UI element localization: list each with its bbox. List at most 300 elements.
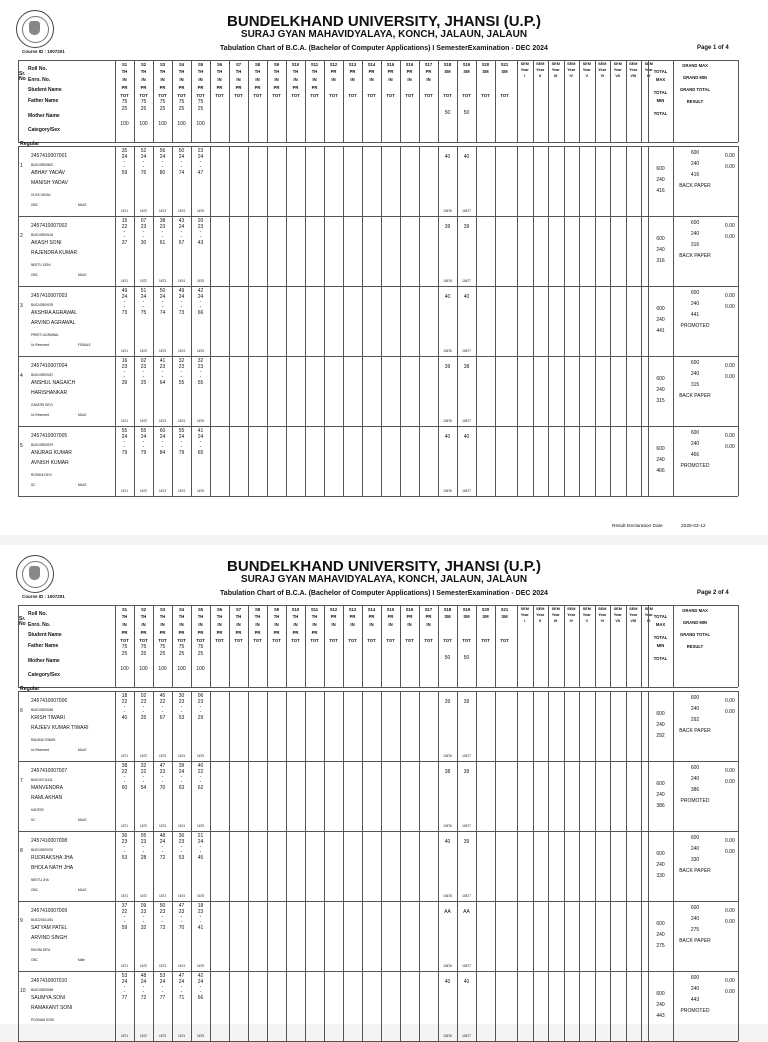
subject-header-cell: IN xyxy=(198,622,203,627)
subject-header-cell: S21 xyxy=(500,62,509,67)
dash: - xyxy=(123,779,126,785)
sm-code: 10677 xyxy=(462,1034,471,1038)
cell-rule xyxy=(210,356,211,426)
sm-marks: 40 xyxy=(444,154,451,160)
roll-no-label: Roll No. xyxy=(28,66,47,72)
grand-min: 240 xyxy=(690,916,700,922)
cell-rule xyxy=(267,216,268,286)
cell-rule xyxy=(579,146,580,216)
cell-rule xyxy=(248,146,249,216)
sem-year: Year xyxy=(613,68,622,72)
enrollment-number: BU0243909602 xyxy=(31,163,54,167)
subject-header-cell: S12 xyxy=(329,62,338,67)
total-max: 600 xyxy=(656,236,665,242)
dash: - xyxy=(199,984,202,990)
subject-code: 1673 xyxy=(158,754,167,758)
subject-header-cell: S1 xyxy=(121,607,128,612)
subject-header-cell: PR xyxy=(368,69,375,74)
subject-header-cell: IN xyxy=(407,622,412,627)
percentage-2: 0.00 xyxy=(725,709,735,715)
dash: - xyxy=(199,444,202,450)
internal-marks: 24 xyxy=(121,434,128,440)
mother-name: NEETU SONI xyxy=(31,263,51,267)
cell-rule xyxy=(286,286,287,356)
cell-rule xyxy=(305,971,306,1041)
row-top-rule xyxy=(18,286,738,287)
subject-header-cell: TOT xyxy=(139,93,148,98)
cell-rule xyxy=(305,831,306,901)
subject-header-cell: TOT xyxy=(348,638,357,643)
cell-rule xyxy=(610,286,611,356)
student-name: ABHAY YADAV xyxy=(31,170,65,176)
sem-num: V xyxy=(585,74,589,78)
dash: - xyxy=(161,159,164,165)
cell-rule xyxy=(324,286,325,356)
subject-header-cell: IN xyxy=(369,622,374,627)
cell-rule xyxy=(286,831,287,901)
dash: - xyxy=(123,709,126,715)
subject-header-cell: TOT xyxy=(215,638,224,643)
subject-header-cell: TH xyxy=(216,614,223,619)
grand-max: 600 xyxy=(690,290,700,296)
cell-rule xyxy=(673,831,674,901)
sm-code: 10676 xyxy=(443,419,452,423)
grand-total: 330 xyxy=(690,857,700,863)
subject-max: 75 xyxy=(178,99,185,105)
dash: - xyxy=(199,704,202,710)
sem-num: VII xyxy=(615,74,621,78)
cell-rule xyxy=(533,831,534,901)
cell-rule xyxy=(610,691,611,761)
subject-code: 1673 xyxy=(158,419,167,423)
sem-year: Year xyxy=(598,613,607,617)
cell-rule xyxy=(533,691,534,761)
sm-marks: AA xyxy=(463,909,470,915)
percentage-1: 0.00 xyxy=(725,978,735,984)
cell-rule xyxy=(564,831,565,901)
sex: Male xyxy=(78,958,85,962)
dash: - xyxy=(180,709,183,715)
result-status: BACK PAPER xyxy=(679,728,711,734)
theory-marks: 47 xyxy=(178,903,185,909)
sem-num: III xyxy=(554,619,558,623)
cell-rule xyxy=(495,691,496,761)
subject-header-cell: TOT xyxy=(215,93,224,98)
internal-marks: 24 xyxy=(140,154,147,160)
subject-total: 59 xyxy=(121,170,128,176)
cell-rule xyxy=(419,216,420,286)
theory-marks: 49 xyxy=(121,288,128,294)
subject-header-cell: S16 xyxy=(405,607,414,612)
subject-header-cell: TH xyxy=(197,614,204,619)
grand-min: 240 xyxy=(690,371,700,377)
cell-rule xyxy=(229,286,230,356)
percentage-2: 0.00 xyxy=(725,919,735,925)
cell-rule xyxy=(495,426,496,496)
cell-rule xyxy=(400,761,401,831)
subject-code: 1671 xyxy=(120,964,129,968)
internal-marks: 22 xyxy=(121,224,128,230)
theory-marks: 18 xyxy=(121,693,128,699)
cell-rule xyxy=(229,761,230,831)
subject-code: 1671 xyxy=(120,894,129,898)
cell-rule xyxy=(324,831,325,901)
cell-rule xyxy=(381,426,382,496)
subject-code: 1674 xyxy=(177,349,186,353)
sm-code: 10677 xyxy=(462,894,471,898)
subject-header-cell: TOT xyxy=(367,93,376,98)
subject-total: 71 xyxy=(178,995,185,1001)
student-name: AKASH SONI xyxy=(31,240,62,246)
theory-marks: 30 xyxy=(178,833,185,839)
internal-marks: 24 xyxy=(178,294,185,300)
total-min: 240 xyxy=(656,1002,665,1008)
cell-rule xyxy=(595,761,596,831)
subject-min: 25 xyxy=(140,106,147,112)
subject-header-cell: PR xyxy=(292,630,299,635)
total-min: 240 xyxy=(656,932,665,938)
dash: - xyxy=(142,444,145,450)
sem-year: Year xyxy=(551,68,560,72)
subject-code: 1675 xyxy=(196,964,205,968)
theory-marks: 05 xyxy=(140,833,147,839)
total-header: MAX xyxy=(655,622,666,627)
dash: - xyxy=(199,299,202,305)
dash: - xyxy=(142,234,145,240)
internal-marks: 24 xyxy=(178,979,185,985)
row-top-rule xyxy=(18,761,738,762)
internal-marks: 24 xyxy=(159,839,166,845)
sem-num: VI xyxy=(600,619,605,623)
category: OBC xyxy=(31,273,38,277)
cell-rule xyxy=(476,426,477,496)
subject-total: 67 xyxy=(178,240,185,246)
subject-header-cell: S13 xyxy=(348,62,357,67)
dash: - xyxy=(142,989,145,995)
subject-header-cell: PR xyxy=(121,85,128,90)
row-left-rule xyxy=(18,971,19,1041)
subject-code: 1673 xyxy=(158,894,167,898)
roll-no-label: Roll No. xyxy=(28,611,47,617)
subject-header-cell: TOT xyxy=(329,93,338,98)
theory-marks: 23 xyxy=(197,148,204,154)
student-serial: 5 xyxy=(20,443,23,449)
subject-header-cell: IN xyxy=(426,622,431,627)
cell-rule xyxy=(381,216,382,286)
subject-total: 79 xyxy=(121,450,128,456)
total-obtained: 466 xyxy=(656,468,665,474)
percentage-1: 0.00 xyxy=(725,698,735,704)
theory-marks: 50 xyxy=(159,288,166,294)
cell-rule xyxy=(564,901,565,971)
internal-marks: 23 xyxy=(140,909,147,915)
subject-full: 100 xyxy=(139,121,148,127)
subject-total: 32 xyxy=(140,925,147,931)
subject-header-cell: TOT xyxy=(139,638,148,643)
internal-marks: 23 xyxy=(178,839,185,845)
subject-total: 53 xyxy=(178,855,185,861)
cell-rule xyxy=(595,146,596,216)
internal-marks: 23 xyxy=(121,364,128,370)
total-min: 240 xyxy=(656,247,665,253)
university-title: BUNDELKHAND UNIVERSITY, JHANSI (U.P.) xyxy=(227,558,541,575)
grand-total: 443 xyxy=(690,997,700,1003)
cell-rule xyxy=(495,356,496,426)
student-name: RUDRAKSHA JHA xyxy=(31,855,73,861)
cell-rule xyxy=(419,356,420,426)
subject-header-cell: TOT xyxy=(196,638,205,643)
cell-rule xyxy=(419,286,420,356)
cell-rule xyxy=(517,286,518,356)
cell-rule xyxy=(533,971,534,1041)
cell-rule xyxy=(476,691,477,761)
subject-code: 1675 xyxy=(196,894,205,898)
total-header: TOTAL xyxy=(653,635,668,640)
subject-code: 1672 xyxy=(139,964,148,968)
percentage-2: 0.00 xyxy=(725,234,735,240)
total-min: 240 xyxy=(656,387,665,393)
sem-year: Year xyxy=(551,613,560,617)
subject-header-cell: IN xyxy=(255,622,260,627)
cell-rule xyxy=(400,691,401,761)
subject-header-cell: IN xyxy=(236,77,241,82)
sem-header: SEM xyxy=(598,607,607,611)
subject-code: 1673 xyxy=(158,349,167,353)
sem-year: Year xyxy=(613,613,622,617)
grand-max: 600 xyxy=(690,430,700,436)
mother-name: PREETI AGRAWAL xyxy=(31,333,59,337)
dash: - xyxy=(180,989,183,995)
subject-header-cell: TOT xyxy=(405,93,414,98)
percentage-1: 0.00 xyxy=(725,908,735,914)
grand-header: GRAND MIN xyxy=(682,75,708,80)
roll-number: 2457410007006 xyxy=(31,698,68,704)
cell-rule xyxy=(564,286,565,356)
internal-marks: 24 xyxy=(197,839,204,845)
subject-header-cell: PR xyxy=(349,614,356,619)
cell-rule xyxy=(286,356,287,426)
subject-header-cell: PR xyxy=(216,85,223,90)
subject-header-cell: PR xyxy=(254,630,261,635)
subject-min: 25 xyxy=(178,651,185,657)
dash: - xyxy=(123,704,126,710)
percentage-2: 0.00 xyxy=(725,304,735,310)
result-status: BACK PAPER xyxy=(679,393,711,399)
row-left-rule xyxy=(18,286,19,356)
cell-rule xyxy=(548,691,549,761)
student-name: AKSHRA AGRAWAL xyxy=(31,310,78,316)
theory-marks: 48 xyxy=(159,833,166,839)
cell-rule xyxy=(579,426,580,496)
grand-total: 441 xyxy=(690,312,700,318)
cell-rule xyxy=(248,971,249,1041)
college-name: SURAJ GYAN MAHAVIDYALAYA, KONCH, JALAUN, JALAUN xyxy=(240,29,528,40)
cell-rule xyxy=(579,831,580,901)
subject-max: 75 xyxy=(159,644,166,650)
cell-rule xyxy=(381,901,382,971)
subject-header-cell: IN xyxy=(179,622,184,627)
sem-num: IV xyxy=(569,74,574,78)
grand-header: GRAND TOTAL xyxy=(679,87,711,92)
category: OBC xyxy=(31,888,38,892)
subject-min: 25 xyxy=(197,106,204,112)
sem-header: SEM xyxy=(551,62,560,66)
cell-rule xyxy=(210,971,211,1041)
subject-header-cell: TOT xyxy=(329,638,338,643)
subject-total: 84 xyxy=(159,450,166,456)
dash: - xyxy=(123,229,126,235)
cell-rule xyxy=(517,146,518,216)
sm-marks: 39 xyxy=(463,769,470,775)
total-obtained: 441 xyxy=(656,328,665,334)
dash: - xyxy=(161,849,164,855)
theory-marks: 53 xyxy=(121,973,128,979)
subject-full: 100 xyxy=(177,121,186,127)
cell-rule xyxy=(533,901,534,971)
subject-header-cell: S14 xyxy=(367,607,376,612)
grand-max: 600 xyxy=(690,150,700,156)
roll-number: 2457410007010 xyxy=(31,978,68,984)
result-status: PROMOTED xyxy=(680,323,710,329)
subject-header-cell: S21 xyxy=(500,607,509,612)
row-left-rule xyxy=(18,831,19,901)
subject-header-cell: IN xyxy=(198,77,203,82)
dash: - xyxy=(123,774,126,780)
dash: - xyxy=(180,374,183,380)
internal-marks: 24 xyxy=(159,154,166,160)
row-top-rule xyxy=(18,356,738,357)
sem-num: VI xyxy=(600,74,605,78)
subject-total: 74 xyxy=(178,170,185,176)
subject-header-cell: S12 xyxy=(329,607,338,612)
total-max: 600 xyxy=(656,781,665,787)
dash: - xyxy=(180,844,183,850)
sem-num: VII xyxy=(615,619,621,623)
enrollment-number: BU0220341051 xyxy=(31,918,54,922)
sm-code: 10677 xyxy=(462,419,471,423)
subject-code: 1675 xyxy=(196,489,205,493)
subject-header-cell: PR xyxy=(216,630,223,635)
cell-rule xyxy=(595,971,596,1041)
enrollment-number: BU0243909266 xyxy=(31,708,54,712)
student-name: KRISH TIWARI xyxy=(31,715,65,721)
theory-marks: 60 xyxy=(159,428,166,434)
internal-marks: 24 xyxy=(159,979,166,985)
total-header: TOTAL xyxy=(653,656,668,661)
sm-marks: 39 xyxy=(463,839,470,845)
cell-rule xyxy=(381,691,382,761)
subject-header-cell: TOT xyxy=(443,93,452,98)
subject-header-cell: IN xyxy=(293,622,298,627)
dash: - xyxy=(123,369,126,375)
dash: - xyxy=(161,914,164,920)
header-bottom-rule xyxy=(18,687,738,688)
subject-total: 40 xyxy=(121,715,128,721)
cell-rule xyxy=(343,971,344,1041)
sm-marks: 40 xyxy=(463,294,470,300)
subject-header-cell: TOT xyxy=(481,93,490,98)
subject-header-cell: PR xyxy=(406,614,413,619)
sm-marks: 40 xyxy=(444,979,451,985)
percentage-1: 0.00 xyxy=(725,153,735,159)
percentage-1: 0.00 xyxy=(725,363,735,369)
total-max: 600 xyxy=(656,921,665,927)
theory-marks: 39 xyxy=(178,763,185,769)
sem-header: SEM xyxy=(582,62,591,66)
subject-code: 1672 xyxy=(139,419,148,423)
theory-marks: 45 xyxy=(159,693,166,699)
subject-code: 1675 xyxy=(196,419,205,423)
cell-rule xyxy=(476,901,477,971)
cell-rule xyxy=(564,216,565,286)
mother-name: ROSHNI DEVI xyxy=(31,473,52,477)
sm-code: 10677 xyxy=(462,964,471,968)
sem-header: SEM xyxy=(536,62,545,66)
cell-rule xyxy=(210,426,211,496)
dash: - xyxy=(180,914,183,920)
subject-header-cell: IN xyxy=(160,622,165,627)
cell-rule xyxy=(305,146,306,216)
roll-number: 2457410007005 xyxy=(31,433,68,439)
subject-total: 53 xyxy=(178,715,185,721)
subject-total: 66 xyxy=(197,310,204,316)
subject-header-cell: S6 xyxy=(216,607,223,612)
header-bottom-rule xyxy=(18,142,738,143)
subject-header-cell: TOT xyxy=(500,93,509,98)
cell-rule xyxy=(229,901,230,971)
subject-header-cell: PR xyxy=(235,85,242,90)
subject-header-cell: S15 xyxy=(386,62,395,67)
dash: - xyxy=(199,374,202,380)
total-header: TOTAL xyxy=(653,90,668,95)
cell-rule xyxy=(381,761,382,831)
subject-total: 65 xyxy=(197,450,204,456)
internal-marks: 24 xyxy=(197,294,204,300)
subject-header-cell: S18 xyxy=(443,62,452,67)
subject-header-cell: TOT xyxy=(500,638,509,643)
result-status: PROMOTED xyxy=(680,798,710,804)
theory-marks: 07 xyxy=(140,218,147,224)
cell-rule xyxy=(673,286,674,356)
subject-header-cell: TOT xyxy=(253,638,262,643)
cell-rule xyxy=(400,426,401,496)
total-header: MIN xyxy=(656,98,665,103)
subject-header-cell: TH xyxy=(254,69,261,74)
cell-rule xyxy=(210,901,211,971)
subject-header-cell: IN xyxy=(331,622,336,627)
subject-header-cell: TOT xyxy=(310,638,319,643)
cell-rule xyxy=(548,426,549,496)
subject-total: 55 xyxy=(197,380,204,386)
subject-header-cell: S10 xyxy=(291,62,300,67)
sm-marks: AA xyxy=(444,909,451,915)
father-name: HARISHANKAR xyxy=(31,390,68,396)
total-max: 600 xyxy=(656,166,665,172)
sem-header: SEM xyxy=(629,607,638,611)
category: OBC xyxy=(31,958,38,962)
subject-header-cell: TH xyxy=(311,69,318,74)
sem-year: Year xyxy=(629,613,638,617)
cell-rule xyxy=(548,216,549,286)
subject-header-cell: IN xyxy=(369,77,374,82)
subject-header-cell: PR xyxy=(368,614,375,619)
dash: - xyxy=(180,984,183,990)
cell-rule xyxy=(381,356,382,426)
sem-header: SEM xyxy=(644,607,653,611)
row-right-rule xyxy=(738,216,739,286)
subject-header-cell: S8 xyxy=(254,607,261,612)
cell-rule xyxy=(641,831,642,901)
